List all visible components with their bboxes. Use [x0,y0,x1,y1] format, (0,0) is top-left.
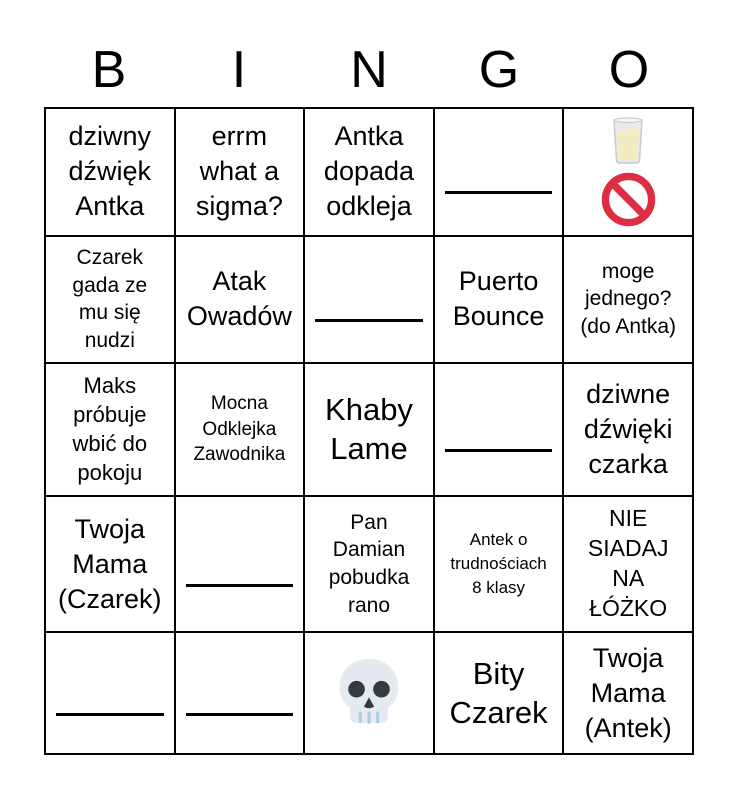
cell-text: Czarek gada ze mu się nudzi [72,245,148,352]
bingo-letter-b: B [91,41,127,99]
blank-line [445,191,553,194]
glass-rim [615,118,642,123]
cell-text: Twoja Mama (Antek) [584,642,672,743]
bingo-letter-g: G [478,41,520,99]
bingo-cell-r5c5[interactable] [563,632,693,754]
cell-text: Khaby Lame [325,391,413,467]
bingo-header [44,0,694,107]
bingo-cell-r3c4[interactable] [434,363,564,496]
cell-text: dziwne dźwięki czarka [583,378,673,479]
bingo-letter-o: O [608,41,650,99]
cell-text: Atak Owadów [186,266,292,332]
bingo-grid [44,107,694,755]
bingo-row-1 [45,108,693,236]
bingo-cell-r1c3[interactable] [304,108,434,236]
cell-text: dziwny dźwięk Antka [68,121,152,222]
cell-text: errm what a sigma? [195,121,283,222]
cell-text: NIE SIADAJ NA ŁÓŻKO [587,505,669,622]
bingo-cell-r1c1[interactable] [45,108,175,236]
bingo-cell-r2c1[interactable] [45,236,175,363]
blank-line [186,713,294,716]
milk-fill [618,128,640,161]
bingo-row-3 [45,363,693,496]
skull-eye-right [373,681,390,698]
cell-text: moge jednego? (do Antka) [580,259,677,339]
bingo-row-4 [45,496,693,633]
prohibited-slash [611,183,645,217]
bingo-cell-r4c2[interactable] [175,496,305,633]
cell-text: Bity Czarek [449,655,548,731]
bingo-letter-i: I [231,41,247,99]
blank-line [445,449,553,452]
bingo-cell-r2c3[interactable] [304,236,434,363]
blank-line [186,584,294,587]
prohibited-icon [601,172,656,227]
cell-text: Puerto Bounce [452,266,545,332]
cell-text: Pan Damian pobudka rano [328,510,410,617]
bingo-cell-r1c5[interactable] [563,108,693,236]
bingo-cell-r5c4[interactable] [434,632,564,754]
bingo-letter-n: N [350,41,388,99]
bingo-row-5 [45,632,693,754]
skull-icon [335,657,403,729]
cell-text: Twoja Mama (Czarek) [58,513,162,614]
skull-eye-left [348,681,365,698]
bingo-cell-r3c3[interactable] [304,363,434,496]
milk-prohibited-icon-stack [574,116,682,227]
bingo-cell-r2c5[interactable] [563,236,693,363]
bingo-cell-r3c2[interactable] [175,363,305,496]
bingo-cell-r5c1[interactable] [45,632,175,754]
bingo-cell-r1c4[interactable] [434,108,564,236]
bingo-cell-r4c5[interactable] [563,496,693,633]
blank-line [56,713,164,716]
cell-text: Antek o trudnościach 8 klasy [450,530,547,598]
bingo-cell-r4c4[interactable] [434,496,564,633]
blank-line [315,319,423,322]
bingo-cell-r4c1[interactable] [45,496,175,633]
bingo-cell-r5c2[interactable] [175,632,305,754]
cell-text: Mocna Odklejka Zawodnika [193,392,286,466]
bingo-cell-r3c1[interactable] [45,363,175,496]
bingo-cell-r1c2[interactable] [175,108,305,236]
bingo-cell-r5c3[interactable] [304,632,434,754]
bingo-cell-r4c3[interactable] [304,496,434,633]
bingo-cell-r2c2[interactable] [175,236,305,363]
bingo-cell-r2c4[interactable] [434,236,564,363]
cell-text: Maks próbuje wbić do pokoju [72,373,148,486]
skull-icon-stack [315,657,423,729]
glass-of-milk-icon [611,116,645,164]
bingo-cell-r3c5[interactable] [563,363,693,496]
cell-text: Antka dopada odkleja [323,121,415,222]
bingo-row-2 [45,236,693,363]
